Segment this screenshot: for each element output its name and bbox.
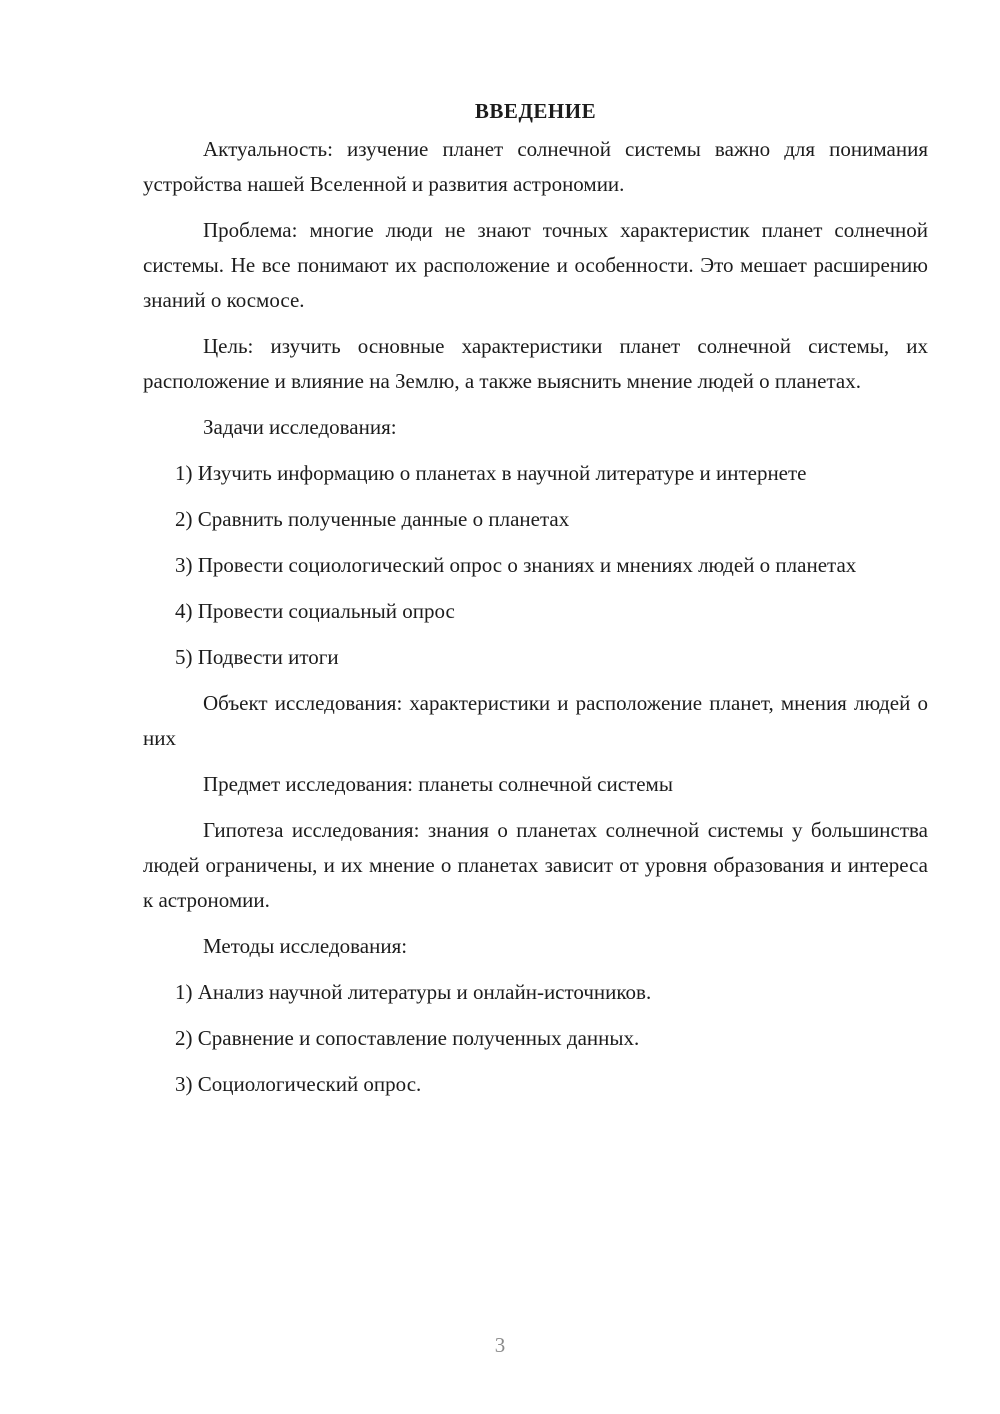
subject-paragraph: Предмет исследования: планеты солнечной системы xyxy=(203,772,673,796)
method-item: 1) Анализ научной литературы и онлайн-источников. xyxy=(175,980,652,1004)
object-paragraph: Объект исследования: характеристики и расположение планет, мнения людей о них xyxy=(143,691,928,750)
page-number: 3 xyxy=(494,1333,506,1357)
hypothesis-paragraph: Гипотеза исследования: знания о планетах солнечной системы у большинства людей ограничены, и их мнение о планетах зависит от уровня образования и интереса к астрономии. xyxy=(143,818,928,912)
task-item: 1) Изучить информацию о планетах в научной литературе и интернете xyxy=(175,461,807,485)
goal-paragraph: Цель: изучить основные характеристики планет солнечной системы, их расположение и влияние на Землю, а также выяснить мнение людей о планетах. xyxy=(143,334,928,393)
method-item: 3) Социологический опрос. xyxy=(175,1072,422,1096)
task-item: 3) Провести социологический опрос о знаниях и мнениях людей о планетах xyxy=(175,553,857,577)
methods-heading: Методы исследования: xyxy=(203,934,408,958)
method-item: 2) Сравнение и сопоставление полученных данных. xyxy=(175,1026,640,1050)
task-item: 2) Сравнить полученные данные о планетах xyxy=(175,507,570,531)
problem-paragraph: Проблема: многие люди не знают точных характеристик планет солнечной системы. Не все понимают их расположение и особенности. Это мешает расширению знаний о космосе. xyxy=(143,218,928,312)
task-item: 5) Подвести итоги xyxy=(175,645,339,669)
task-item: 4) Провести социальный опрос xyxy=(175,599,455,623)
tasks-heading: Задачи исследования: xyxy=(203,415,397,439)
relevance-paragraph: Актуальность: изучение планет солнечной системы важно для понимания устройства нашей Вселенной и развития астрономии. xyxy=(143,137,928,196)
section-title: ВВЕДЕНИЕ xyxy=(474,99,597,123)
page-content xyxy=(143,96,928,1113)
